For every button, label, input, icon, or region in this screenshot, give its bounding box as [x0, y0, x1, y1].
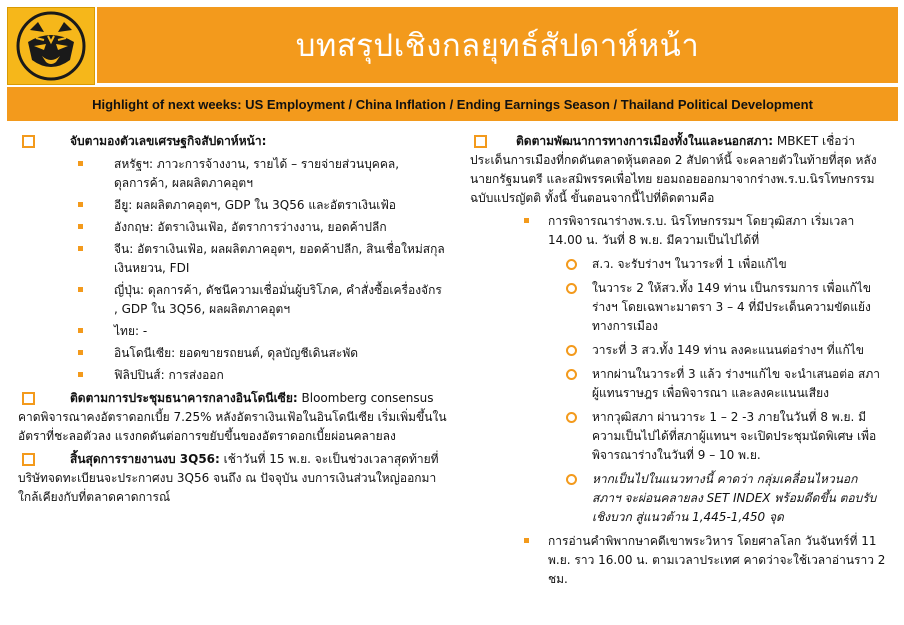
square-bullet-icon	[524, 218, 529, 223]
checkbox-bullet-icon	[22, 135, 35, 148]
section-heading: ติดตามพัฒนาการทางการเมืองทั้งในและนอกสภา:	[516, 134, 774, 148]
sub-list-item-text: ส.ว. จะรับร่างฯ ในวาระที่ 1 เพื่อแก้ไข	[592, 257, 787, 271]
square-bullet-icon	[524, 538, 529, 543]
right-column	[470, 132, 886, 592]
square-bullet-icon	[78, 202, 83, 207]
sub-list-item	[470, 408, 886, 465]
section-politics	[470, 132, 886, 208]
sub-list-item	[470, 365, 886, 403]
section-paragraph	[470, 132, 886, 208]
list-item	[18, 155, 448, 193]
page-title: บทสรุปเชิงกลยุทธ์สัปดาห์หน้า	[295, 28, 700, 64]
sub-list-item-text: หากวุฒิสภา ผ่านวาระ 1 – 2 -3 ภายในวันที่ 8 พ.ย. มีความเป็นไปได้ที่สภาผู้แทนฯ จะเปิดประชุมนัดพิเศษ เพื่อพิจารณาร่างในวันที่ 9 – 10 พ.ย.	[592, 410, 877, 462]
section-paragraph	[18, 389, 448, 446]
list-item-text: จีน: อัตราเงินเฟ้อ, ผลผลิตภาคอุตฯ, ยอดค้าปลีก, สินเชื่อใหม่สกุลเงินหยวน, FDI	[114, 242, 445, 275]
ring-bullet-icon	[566, 412, 577, 423]
square-bullet-icon	[78, 224, 83, 229]
sub-list-item	[470, 341, 886, 360]
list-item-text: อินโดนีเซีย: ยอดขายรถยนต์, ดุลบัญชีเดินสะพัด	[114, 346, 359, 360]
sub-list-item	[470, 279, 886, 336]
title-bar	[97, 7, 898, 83]
square-bullet-icon	[78, 372, 83, 377]
sub-list-item-text: หากผ่านในวาระที่ 3 แล้ว ร่างฯแก้ไข จะนำเสนอต่อ สภาผู้แทนราษฎร เพื่อพิจารณา และลงคะแนนเสียง	[592, 367, 881, 400]
list-item-text: ญี่ปุ่น: ดุลการค้า, ดัชนีความเชื่อมั่นผู้บริโภค, คำสั่งซื้อเครื่องจักร , GDP ใน 3Q56, ผลผลิตภาคอุตฯ	[114, 283, 442, 316]
sub-list-item-text: ในวาระ 2 ให้สว.ทั้ง 149 ท่าน เป็นกรรมการ เพื่อแก้ไขร่างฯ โดยเฉพาะมาตรา 3 – 4 ที่มีประเด็นความขัดแย้งทางการเมือง	[592, 281, 872, 333]
list-item	[18, 240, 448, 278]
square-bullet-icon	[78, 328, 83, 333]
section-economic-data	[18, 132, 448, 151]
square-bullet-icon	[78, 161, 83, 166]
section-body: MBKET เชื่อว่าประเด็นการเมืองที่กดดันตลาดหุ้นตลอด 2 สัปดาห์นี้ จะคลายตัวในท้ายที่สุด หลัง นายกรัฐมนตรี และสมิพรรคเพื่อไทย ยอมถอยออกมาจากร่างพ.ร.บ.นิรโทษกรรม ฉบับแปรญัตติ ทั้งนี้ ขั้นตอนจากนี้ไปที่ติดตามคือ	[470, 134, 877, 205]
sub-list-item	[470, 470, 886, 527]
section-body: Bloomberg consensus คาดพิจารณาคงอัตราดอกเบี้ย 7.25% หลังอัตราเงินเฟ้อในอินโดนีเซีย เริ่มเพิ่มขึ้นในอัตราที่ชะลอตัวลง แรงกดดันต่อการขยับขึ้นของอัตราดอกเบี้ยผ่อนคลายลง	[18, 391, 447, 443]
checkbox-bullet-icon	[474, 135, 487, 148]
tiger-head-icon	[7, 7, 95, 85]
list-item	[18, 366, 448, 385]
list-item-text: สหรัฐฯ: ภาวะการจ้างงาน, รายได้ – รายจ่ายส่วนบุคคล, ดุลการค้า, ผลผลิตภาคอุตฯ	[114, 157, 400, 190]
square-bullet-icon	[78, 246, 83, 251]
list-item-text: อังกฤษ: อัตราเงินเฟ้อ, อัตราการว่างงาน, ยอดค้าปลีก	[114, 220, 387, 234]
list-item	[18, 322, 448, 341]
list-item-text: อียู: ผลผลิตภาคอุตฯ, GDP ใน 3Q56 และอัตราเงินเฟ้อ	[114, 198, 397, 212]
section-paragraph	[18, 450, 448, 507]
list-item-text: การพิจารณาร่างพ.ร.บ. นิรโทษกรรมฯ โดยวุฒิสภา เริ่มเวลา 14.00 น. วันที่ 8 พ.ย. มีความเป็นไปได้ที่	[548, 214, 855, 247]
list-item	[18, 281, 448, 319]
sub-list-item-text: หากเป็นไปในแนวทางนี้ คาดว่า กลุ่มเคลื่อนไหวนอกสภาฯ จะผ่อนคลายลง SET INDEX พร้อมดีดขึ้น ตอบรับเชิงบวก สู่แนวต้าน 1,445-1,450 จุด	[592, 472, 877, 524]
checkbox-bullet-icon	[22, 453, 35, 466]
list-item	[18, 196, 448, 215]
sub-list-item	[470, 255, 886, 274]
section-heading: ติดตามการประชุมธนาคารกลางอินโดนีเซีย:	[70, 391, 298, 405]
list-item-text: การอ่านคำพิพากษาคดีเขาพระวิหาร โดยศาลโลก วันจันทร์ที่ 11 พ.ย. ราว 16.00 น. ตามเวลาประเทศ คาดว่าจะใช้เวลาอ่านราว 2 ชม.	[548, 534, 886, 586]
sub-list-item-text: วาระที่ 3 สว.ทั้ง 149 ท่าน ลงคะแนนต่อร่างฯ ที่แก้ไข	[592, 343, 864, 357]
ring-bullet-icon	[566, 369, 577, 380]
ring-bullet-icon	[566, 283, 577, 294]
list-item	[18, 344, 448, 363]
checkbox-bullet-icon	[22, 392, 35, 405]
square-bullet-icon	[78, 287, 83, 292]
section-body: เช้าวันที่ 15 พ.ย. จะเป็นช่วงเวลาสุดท้ายที่บริษัทจดทะเบียนจะประกาศงบ 3Q56 จนถึง ณ ปัจจุบัน งบการเงินส่วนใหญ่ออกมาใกล้เคียงกับที่ตลาดคาดการณ์	[18, 452, 439, 504]
ring-bullet-icon	[566, 259, 577, 270]
section-heading: จับตามองตัวเลขเศรษฐกิจสัปดาห์หน้า:	[70, 134, 267, 148]
list-item	[18, 218, 448, 237]
list-item-text: ไทย: -	[114, 324, 148, 338]
list-item	[470, 212, 886, 250]
list-item-text: ฟิลิปปินส์: การส่งออก	[114, 368, 224, 382]
section-earnings-season	[18, 450, 448, 507]
section-indonesia-central-bank	[18, 389, 448, 446]
ring-bullet-icon	[566, 474, 577, 485]
page-subtitle: Highlight of next weeks: US Employment / China Inflation / Ending Earnings Season / Thailand Political Development	[92, 96, 813, 112]
left-column	[18, 132, 448, 511]
subtitle-bar	[7, 87, 898, 121]
square-bullet-icon	[78, 350, 83, 355]
list-item	[470, 532, 886, 589]
header	[0, 0, 904, 112]
ring-bullet-icon	[566, 345, 577, 356]
section-heading: สิ้นสุดการรายงานงบ 3Q56:	[70, 452, 220, 466]
